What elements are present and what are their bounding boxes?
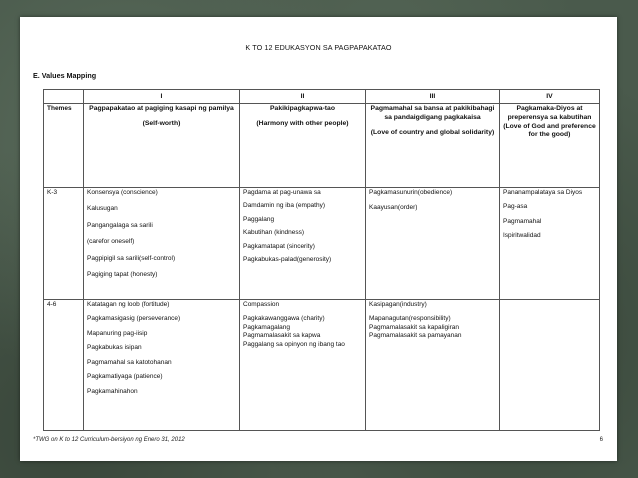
- list-item: Katatagan ng loob (fortitude): [87, 301, 170, 308]
- theme-cell: [84, 104, 240, 188]
- values-cell: [240, 188, 366, 300]
- list-item: Pagmamalasakit sa kapaligiran: [369, 323, 459, 331]
- list-item: Pagkakawanggawa (charity): [243, 315, 325, 323]
- theme-sub: (Harmony with other people): [256, 119, 349, 127]
- theme-name: Pagmamahal sa bansa at pakikibahagi sa pandaigdigang pagkakaisa: [370, 105, 495, 121]
- list-item: Kabutihan (kindness): [243, 229, 305, 237]
- list-item: Kaayusan(order): [369, 204, 418, 212]
- theme-name: Pagpapakatao at pagiging kasapi ng pamilya: [89, 105, 234, 112]
- list-item: Pagmamalasakit sa kapwa: [243, 332, 321, 340]
- theme-sub: (Love of country and global solidarity): [370, 128, 495, 136]
- list-item: Pagmamalasakit sa pamayanan: [369, 332, 462, 340]
- empty-header-cell: [44, 90, 84, 104]
- list-item: Pangangalaga sa sarili: [87, 221, 153, 229]
- list-item: Mapanuring pag-iisip: [87, 329, 148, 337]
- list-item: Pagkamatiyaga (patience): [87, 373, 163, 381]
- list-item: Konsensya (conscience): [87, 189, 158, 196]
- values-cell: [500, 188, 600, 300]
- table-row: [44, 188, 600, 300]
- values-cell: [84, 188, 240, 300]
- list-item: Pagkamasigasig (perseverance): [87, 315, 181, 323]
- values-cell: [84, 300, 240, 431]
- list-item: Pagmamahal sa katotohanan: [87, 358, 172, 366]
- page-number: 6: [599, 437, 603, 443]
- list-item: Paggalang: [243, 215, 275, 223]
- numeral-header: II: [240, 90, 366, 104]
- values-cell: [366, 188, 500, 300]
- values-mapping-table: [43, 89, 600, 431]
- values-cell: [500, 300, 600, 431]
- numeral-header: I: [84, 90, 240, 104]
- list-item: Pagpipigil sa sarili(self-control): [87, 254, 176, 262]
- values-cell: [366, 300, 500, 431]
- grade-level: K-3: [44, 188, 84, 300]
- theme-sub: (Self-worth): [142, 119, 181, 127]
- themes-row: [44, 104, 600, 188]
- themes-label: Themes: [44, 104, 84, 188]
- values-cell: [240, 300, 366, 431]
- numeral-header: IV: [500, 90, 600, 104]
- section-title: E. Values Mapping: [33, 71, 97, 80]
- theme-cell: [500, 104, 600, 188]
- list-item: Pagkamagalang: [243, 323, 290, 331]
- theme-cell: [366, 104, 500, 188]
- footer-note: *TWG on K to 12 Curriculum-bersiyon ng Enero 31, 2012: [33, 437, 185, 443]
- list-item: Mapanagutan(responsibility): [369, 315, 451, 323]
- document-title: K TO 12 EDUKASYON SA PAGPAPAKATAO: [245, 43, 392, 52]
- list-item: Ispiritwalidad: [503, 232, 541, 240]
- document-page: [20, 17, 617, 461]
- list-item: Pagkabukas-palad(generosity): [243, 256, 332, 264]
- grade-level: 4-6: [44, 300, 84, 431]
- list-item: (carefor oneself): [87, 238, 135, 246]
- list-item: Damdamin ng iba (empathy): [243, 202, 326, 210]
- list-item: Pagkabukas isipan: [87, 344, 142, 352]
- list-item: Pagmamahal: [503, 217, 542, 225]
- list-item: Kasipagan(industry): [369, 301, 427, 308]
- list-item: Pagkamasunurin(obedience): [369, 189, 453, 196]
- list-item: Pananampalataya sa Diyos: [503, 189, 583, 196]
- list-item: Pagdama at pag-unawa sa: [243, 189, 321, 196]
- numeral-header-row: [44, 90, 600, 104]
- list-item: Kalusugan: [87, 205, 118, 213]
- list-item: Pagkamatapat (sincerity): [243, 242, 315, 250]
- table-row: [44, 300, 600, 431]
- theme-name: Pagkamaka-Diyos at preperensya sa kabutihan (Love of God and preference for the good): [503, 105, 596, 139]
- theme-cell: [240, 104, 366, 188]
- list-item: Pag-asa: [503, 203, 528, 211]
- list-item: Paggalang sa opinyon ng ibang tao: [243, 340, 345, 348]
- list-item: Pagiging tapat (honesty): [87, 271, 158, 279]
- numeral-header: III: [366, 90, 500, 104]
- theme-name: Pakikipagkapwa-tao: [270, 105, 335, 112]
- list-item: Pagkamahinahon: [87, 387, 138, 395]
- list-item: Compassion: [243, 301, 280, 308]
